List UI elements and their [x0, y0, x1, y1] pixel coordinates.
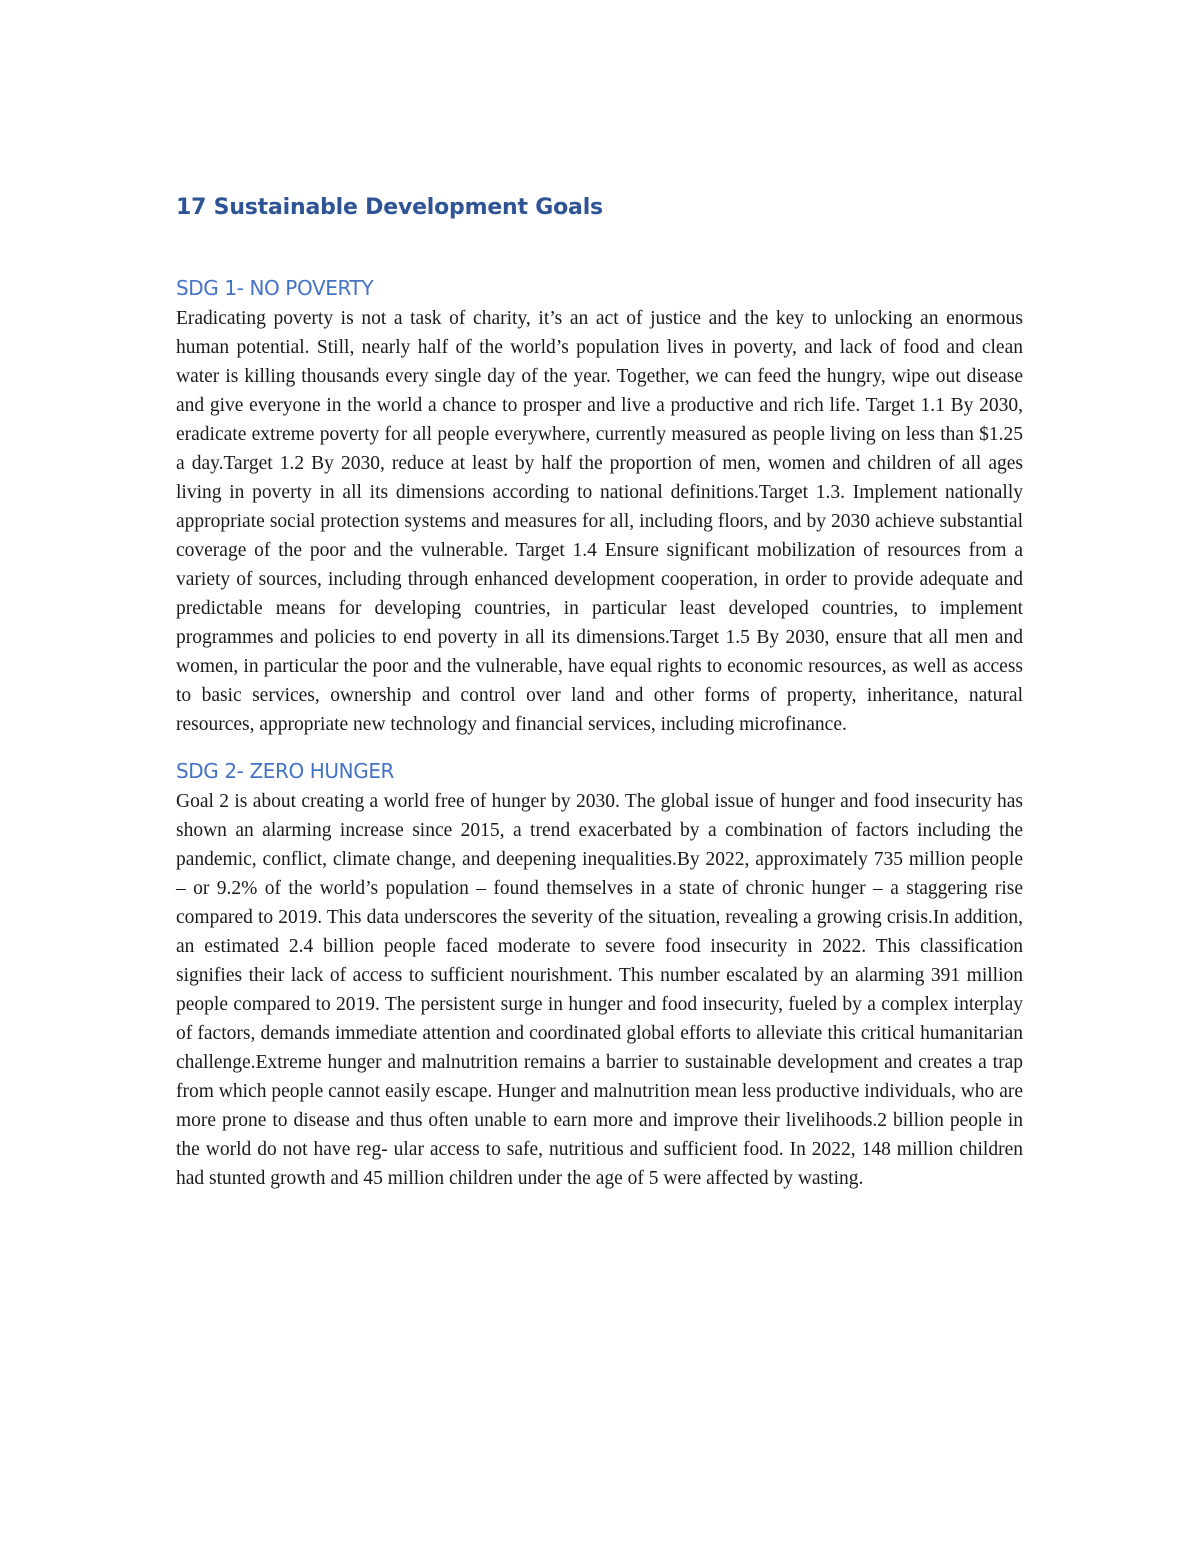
sdg1-paragraph: Eradicating poverty is not a task of charity, it’s an act of justice and the key to unlocking an enormous human potential. Still, nearly half of the world’s population lives in poverty, and lack of food and clean water is killing thousands every single day of the year. Together, we can feed the hungry, wipe out disease and give everyone in the world a chance to prosper and live a productive and rich life. Target 1.1 By 2030, eradicate extreme poverty for all people everywhere, currently measured as people living on less than $1.25 a day.Target 1.2 By 2030, reduce at least by half the proportion of men, women and children of all ages living in poverty in all its dimensions according to national definitions.Target 1.3. Implement nationally appropriate social protection systems and measures for all, including floors, and by 2030 achieve substantial coverage of the poor and the vulnerable. Target 1.4 Ensure significant mobilization of resources from a variety of sources, including through enhanced development cooperation, in order to provide adequate and predictable means for developing countries, in particular least developed countries, to implement programmes and policies to end poverty in all its dimensions.Target 1.5 By 2030, ensure that all men and women, in particular the poor and the vulnerable, have equal rights to economic resources, as well as access to basic services, ownership and control over land and other forms of property, inheritance, natural resources, appropriate new technology and financial services, including microfinance. — [176, 308, 1023, 735]
sdg2-paragraph: Goal 2 is about creating a world free of hunger by 2030. The global issue of hunger and food insecurity has shown an alarming increase since 2015, a trend exacerbated by a combination of factors including the pandemic, conflict, climate change, and deepening inequalities.By 2022, approximately 735 million people – or 9.2% of the world’s population – found themselves in a state of chronic hunger – a staggering rise compared to 2019. This data underscores the severity of the situation, revealing a growing crisis.In addition, an estimated 2.4 billion people faced moderate to severe food insecurity in 2022. This classification signifies their lack of access to sufficient nourishment. This number escalated by an alarming 391 million people compared to 2019. The persistent surge in hunger and food insecurity, fueled by a complex interplay of factors, demands immediate attention and coordinated global efforts to alleviate this critical humanitarian challenge.Extreme hunger and malnutrition remains a barrier to sustainable development and creates a trap from which people cannot easily escape. Hunger and malnutrition mean less productive individuals, who are more prone to disease and thus often unable to earn more and improve their livelihoods.2 billion people in the world do not have reg- ular access to safe, nutritious and sufficient food. In 2022, 148 million children had stunted growth and 45 million children under the age of 5 were affected by wasting. — [176, 791, 1023, 1189]
document-content — [176, 193, 1023, 1193]
document-title: 17 Sustainable Development Goals — [176, 195, 603, 220]
sdg2-heading: SDG 2- ZERO HUNGER — [176, 759, 395, 783]
sdg1-heading: SDG 1- NO POVERTY — [176, 276, 374, 300]
